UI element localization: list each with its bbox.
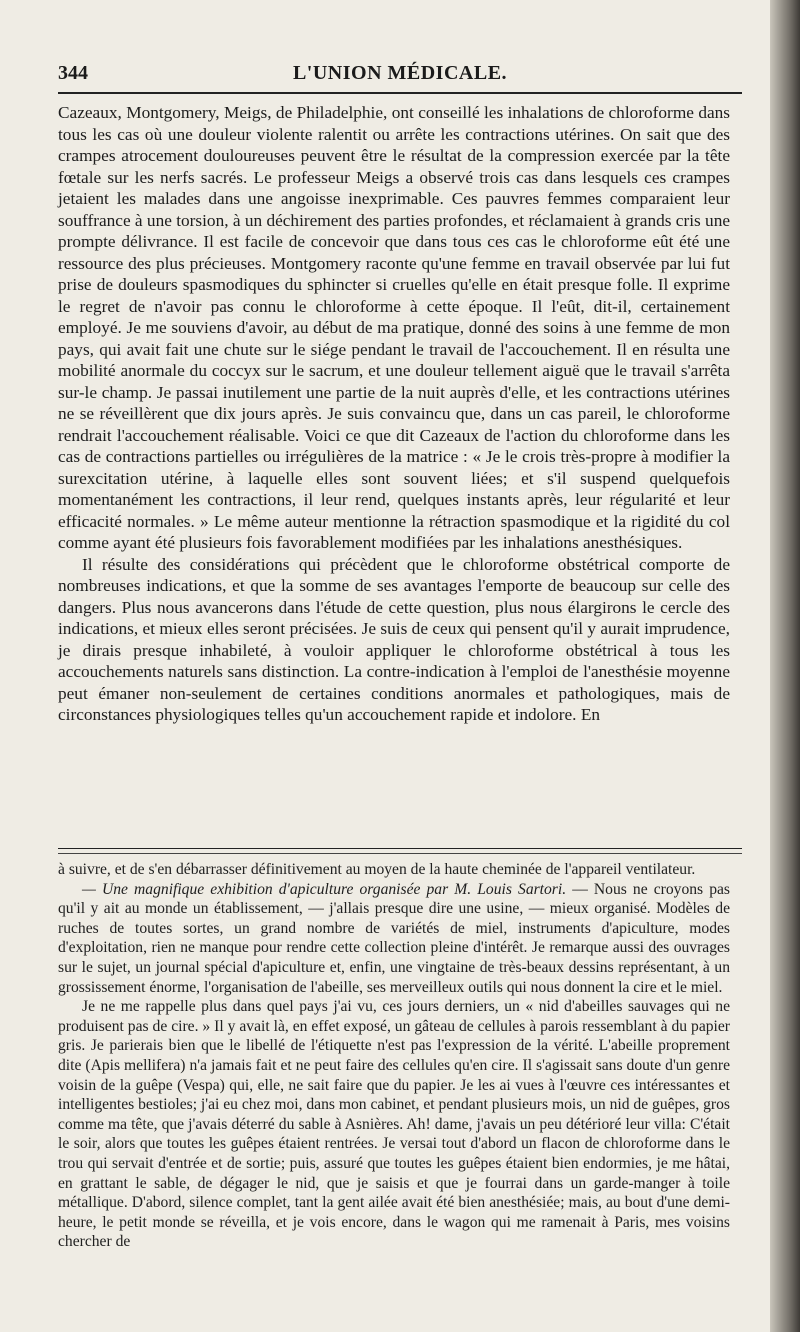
feuilleton bbox=[58, 860, 730, 1252]
feuilleton-separator bbox=[58, 848, 742, 849]
page-header bbox=[58, 62, 742, 94]
header-rule bbox=[58, 92, 742, 94]
feuilleton-paragraph-3: Je ne me rappelle plus dans quel pays j'ai vu, ces jours derniers, un « nid d'abeilles sauvages qui ne produisent pas de cire. » Il y avait là, en effet exposé, un gâteau de cellules à parois ressemblant à du papier gris. Je parierais bien que le libellé de l'étiquette n'est pas l'expression de la vérité. L'abeille proprement dite (Apis mellifera) n'a jamais fait et ne peut faire des cellules qu'en cire. Il s'agissait sans doute d'un genre voisin de la guêpe (Vespa) qui, elle, ne sait faire que du papier. Je les ai vues à l'œuvre ces intéressantes et intelligentes bestioles; j'ai eu chez moi, dans mon cabinet, et pendant plusieurs mois, un nid de guêpes, gros comme ma tête, que j'avais déterré du sable à Asnières. Ah! dame, j'avais un peu détérioré leur villa: C'était le soir, alors que toutes les guêpes étaient rentrées. Je versai tout d'abord un flacon de chloroforme dans le trou qui servait d'entrée et de sortie; puis, assuré que toutes les guêpes étaient bien endormies, je me hâtai, en grattant le sable, de dégager le nid, que je saisis et que je fourrai dans un garde-manger à toile métallique. D'abord, silence complet, tant la gent ailée avait été bien anesthésiée; mais, au bout d'une demi-heure, le petit monde se réveilla, et je vois encore, dans le wagon qui me ramenait à Paris, mes voisins chercher de bbox=[58, 998, 730, 1251]
main-article bbox=[58, 102, 730, 726]
exhibition-title: — Une magnifique exhibition d'apiculture organisée par M. Louis Sartori. bbox=[82, 880, 567, 898]
journal-title: L'UNION MÉDICALE. bbox=[292, 62, 508, 84]
feuilleton-paragraph-2-text: — Nous ne croyons pas qu'il y ait au monde un établissement, — j'allais presque dire une usine, — mieux organisé. Modèles de ruches de toutes sortes, un grand nombre de variétés de miel, instruments d'apiculture, modes d'exploitation, rien ne manque pour rendre cette collection pleine d'intérêt. Je remarque aussi des ouvrages sur le sujet, un journal spécial d'apiculture et, enfin, une vingtaine de très-beaux dessins représentant, à un grossissement énorme, l'organisation de l'abeille, ses merveilleux outils qui nous donnent la cire et le miel. bbox=[58, 880, 730, 996]
article-paragraph-1: Cazeaux, Montgomery, Meigs, de Philadelphie, ont conseillé les inhalations de chloroforme dans tous les cas où une douleur violente ralentit ou arrête les contractions utérines. On sait que des crampes atrocement douloureuses peuvent être le résultat de la compression exercée par la tête fœtale sur les nerfs sacrés. Le professeur Meigs a observé trois cas dans lesquels ces crampes jetaient les malades dans une angoisse inexprimable. Ces pauvres femmes comparaient leur souffrance à une torsion, à un déchirement des parties profondes, et réclamaient à grands cris une prompte délivrance. Il est facile de concevoir que dans tous ces cas le chloroforme eût été une ressource des plus précieuses. Montgomery raconte qu'une femme en travail observée par lui fut prise de douleurs spasmodiques du sphincter si cruelles qu'elle en était presque folle. Il exprime le regret de n'avoir pas connu le chloroforme à cette époque. Il l'eût, dit-il, certainement employé. Je me souviens d'avoir, au début de ma pratique, donné des soins à une femme de mon pays, qui avait fait une chute sur le siége pendant le travail de l'accouchement. Il en résulta une mobilité anormale du coccyx sur le sacrum, et une douleur tellement aiguë que le travail s'arrêta sur-le champ. Je passai inutilement une partie de la nuit auprès d'elle, et les contractions utérines ne se réveillèrent que dix jours après. Je suis convaincu que, dans un cas pareil, le chloroforme rendrait l'accouchement réalisable. Voici ce que dit Cazeaux de l'action du chloroforme dans les cas de contractions partielles ou irrégulières de la matrice : « Je le crois très-propre à modifier la surexcitation utérine, à laquelle elles sont souvent liées; et s'il suspend quelquefois momentanément les contractions, il leur rend, quelques instants après, leur régularité et leur efficacité normales. » Le même auteur mentionne la rétraction spasmodique et la rigidité du col comme ayant été plusieurs fois favorablement modifiées par les inhalations anesthésiques. bbox=[58, 103, 730, 552]
page-number: 344 bbox=[58, 62, 88, 84]
feuilleton-separator-thin bbox=[58, 853, 742, 854]
feuilleton-paragraph-1: à suivre, et de s'en débarrasser définitivement au moyen de la haute cheminée de l'appareil ventilateur. bbox=[58, 861, 696, 878]
feuilleton-paragraph-2 bbox=[58, 880, 730, 998]
article-paragraph-2: Il résulte des considérations qui précèdent que le chloroforme obstétrical comporte de nombreuses indications, et que la somme de ses avantages l'emporte de beaucoup sur celle des dangers. Plus nous avancerons dans l'étude de cette question, plus nous élargirons le cercle des indications, et mieux elles seront précisées. Je suis de ceux qui pensent qu'il y aurait imprudence, je dirais presque inhabileté, à vouloir appliquer le chloroforme obstétrical à tous les accouchements naturels sans distinction. La contre-indication à l'emploi de l'anesthésie moyenne peut émaner non-seulement de certaines conditions anormales et pathologiques, mais de circonstances physiologiques telles qu'un accouchement rapide et indolore. En bbox=[58, 554, 730, 724]
